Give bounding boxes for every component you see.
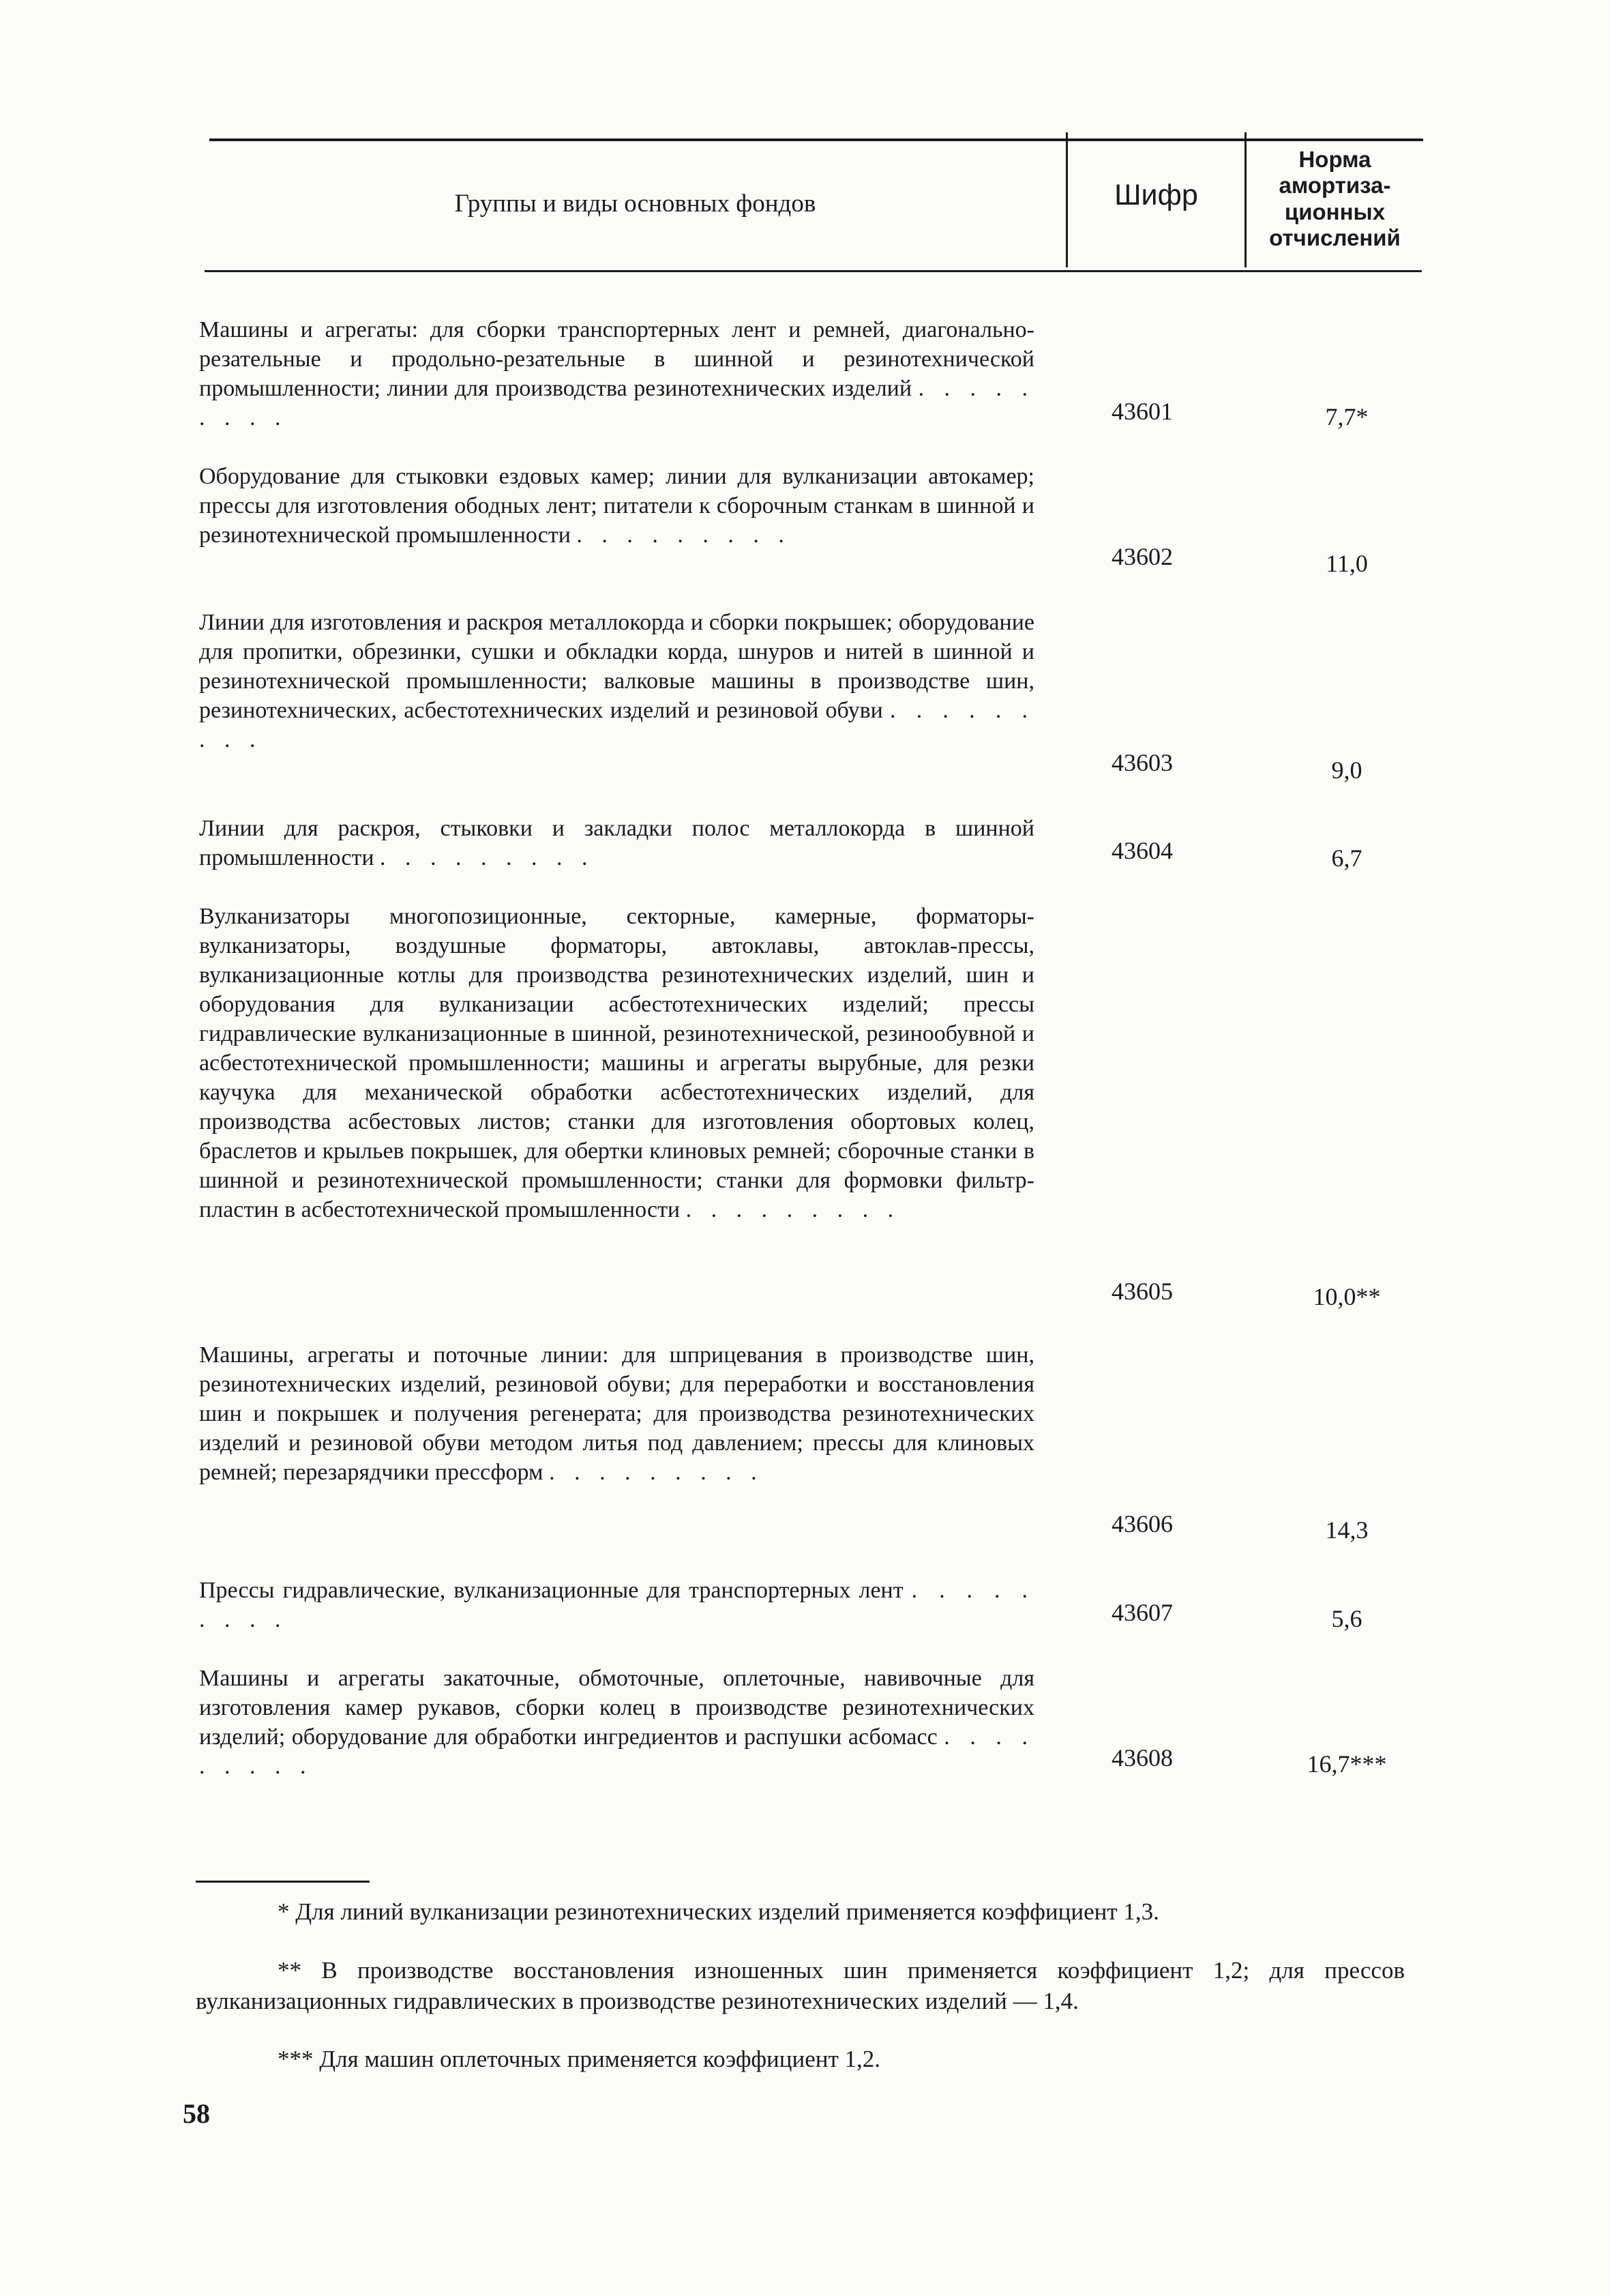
table-row-desc bbox=[199, 1576, 1034, 1634]
leader-dots: . . . . . . . . . bbox=[685, 1197, 901, 1222]
row-norm: 6,7 bbox=[1331, 844, 1362, 872]
page-number: 58 bbox=[183, 2098, 210, 2129]
row-code: 43601 bbox=[1112, 398, 1173, 425]
row-description: Машины, агрегаты и поточные линии: для шприцевания в производстве шин, резинотехнических изделий, резиновой обуви; для переработки и восстановления шин и покрышек и получения регенерата; для производства резинотехнических изделий и резиновой обуви методом литья под давлением; прессы для клиновых ремней; перезарядчики прессформ bbox=[199, 1342, 1034, 1485]
table-row-desc bbox=[199, 814, 1034, 872]
footnote-text: *** Для машин оплеточных применяется коэффициент 1,2. bbox=[278, 2046, 881, 2072]
row-description: Машины и агрегаты: для сборки транспортерных лент и ремней, диагонально-резательные и продольно-резательные в шинной и резинотехнической промышленности; линии для производства резинотехнических изделий bbox=[199, 317, 1034, 401]
table-top-rule bbox=[209, 138, 1423, 141]
table-row-desc bbox=[199, 462, 1034, 550]
table-row-desc bbox=[199, 1340, 1034, 1487]
footnote-text: * Для линий вулканизации резинотехнических изделий применяется коэффициент 1,3. bbox=[278, 1898, 1159, 1925]
footnote bbox=[196, 1955, 1405, 2016]
row-norm: 5,6 bbox=[1331, 1605, 1362, 1632]
row-description: Линии для раскроя, стыковки и закладки полос металлокорда в шинной промышленности bbox=[199, 816, 1034, 870]
row-norm: 11,0 bbox=[1326, 550, 1368, 577]
footnote bbox=[196, 1896, 1405, 1927]
leader-dots: . . . . . . . . . bbox=[380, 845, 595, 870]
table-row-desc bbox=[199, 1664, 1034, 1781]
table-row-desc bbox=[199, 608, 1034, 754]
leader-dots: . . . . . . . . . bbox=[199, 1578, 1035, 1632]
row-code: 43608 bbox=[1112, 1744, 1173, 1771]
footnote-rule bbox=[196, 1881, 370, 1883]
header-code: Шифр bbox=[1114, 179, 1198, 211]
leader-dots: . . . . . . . . . bbox=[199, 376, 1035, 430]
row-description: Прессы гидравлические, вулканизационные для транспортерных лент bbox=[199, 1578, 904, 1603]
header-norm-line4: отчислений bbox=[1269, 224, 1401, 250]
row-description: Оборудование для стыковки ездовых камер; линии для вулканизации автокамер; прессы для изготовления ободных лент; питатели к сборочным станкам в шинной и резинотехнической промышленности bbox=[199, 464, 1034, 548]
row-code: 43606 bbox=[1112, 1510, 1173, 1537]
header-norm bbox=[1247, 147, 1423, 251]
row-description: Линии для изготовления и раскроя металлокорда и сборки покрышек; оборудование для пропитки, обрезинки, сушки и обкладки корда, шнуров и нитей в шинной и резинотехнической промышленности; валковые машины в производстве шин, резинотехнических, асбестотехнических изделий и резиновой обуви bbox=[199, 610, 1034, 723]
row-description: Вулканизаторы многопозиционные, секторные, камерные, форматоры-вулканизаторы, воздушные форматоры, автоклавы, автоклав-прессы, вулканизационные котлы для производства резинотехнических изделий, шин и оборудования для вулканизации асбестотехнических изделий; прессы гидравлические вулканизационные в шинной, резинотехнической, резинообувной и асбестотехнической промышленности; машины и агрегаты вырубные, для резки каучука для механической обработки асбестотехнических изделий, для производства асбестовых листов; станки для изготовления обортовых колец, браслетов и крыльев покрышек, для обертки клиновых ремней; сборочные станки в шинной и резинотехнической промышленности; станки для формовки фильтр-пластин в асбестотехнической промышленности bbox=[199, 904, 1034, 1222]
header-norm-line1: Норма bbox=[1298, 147, 1371, 172]
header-groups: Группы и виды основных фондов bbox=[454, 190, 816, 218]
row-norm: 7,7* bbox=[1325, 403, 1369, 430]
header-norm-line2: амортиза- bbox=[1279, 173, 1391, 198]
footnote bbox=[196, 2044, 1405, 2074]
header-norm-line3: ционных bbox=[1284, 198, 1386, 224]
leader-dots: . . . . . . . . . bbox=[199, 1724, 1035, 1779]
row-norm: 14,3 bbox=[1325, 1516, 1369, 1544]
leader-dots: . . . . . . . . . bbox=[199, 698, 1035, 752]
row-norm: 16,7*** bbox=[1307, 1750, 1387, 1778]
row-code: 43602 bbox=[1112, 543, 1173, 570]
leader-dots: . . . . . . . . . bbox=[576, 523, 791, 548]
footnote-text: ** В производстве восстановления изношенных шин применяется коэффициент 1,2; для прессов вулканизационных гидравлических в производстве резинотехнических изделий — 1,4. bbox=[196, 1957, 1405, 2014]
row-code: 43605 bbox=[1112, 1278, 1173, 1305]
row-code: 43604 bbox=[1112, 837, 1173, 864]
row-description: Машины и агрегаты закаточные, обмоточные, оплеточные, навивочные для изготовления камер рукавов, сборки колец в производстве резинотехнических изделий; оборудование для обработки ингредиентов и распушки асбомасс bbox=[199, 1666, 1034, 1750]
row-code: 43603 bbox=[1112, 749, 1173, 776]
row-norm: 10,0** bbox=[1313, 1283, 1381, 1310]
header-bottom-rule bbox=[205, 270, 1422, 272]
row-norm: 9,0 bbox=[1331, 756, 1362, 784]
table-row-desc bbox=[199, 902, 1034, 1224]
leader-dots: . . . . . . . . . bbox=[549, 1460, 764, 1485]
row-code: 43607 bbox=[1112, 1599, 1173, 1626]
table-row-desc bbox=[199, 315, 1034, 432]
